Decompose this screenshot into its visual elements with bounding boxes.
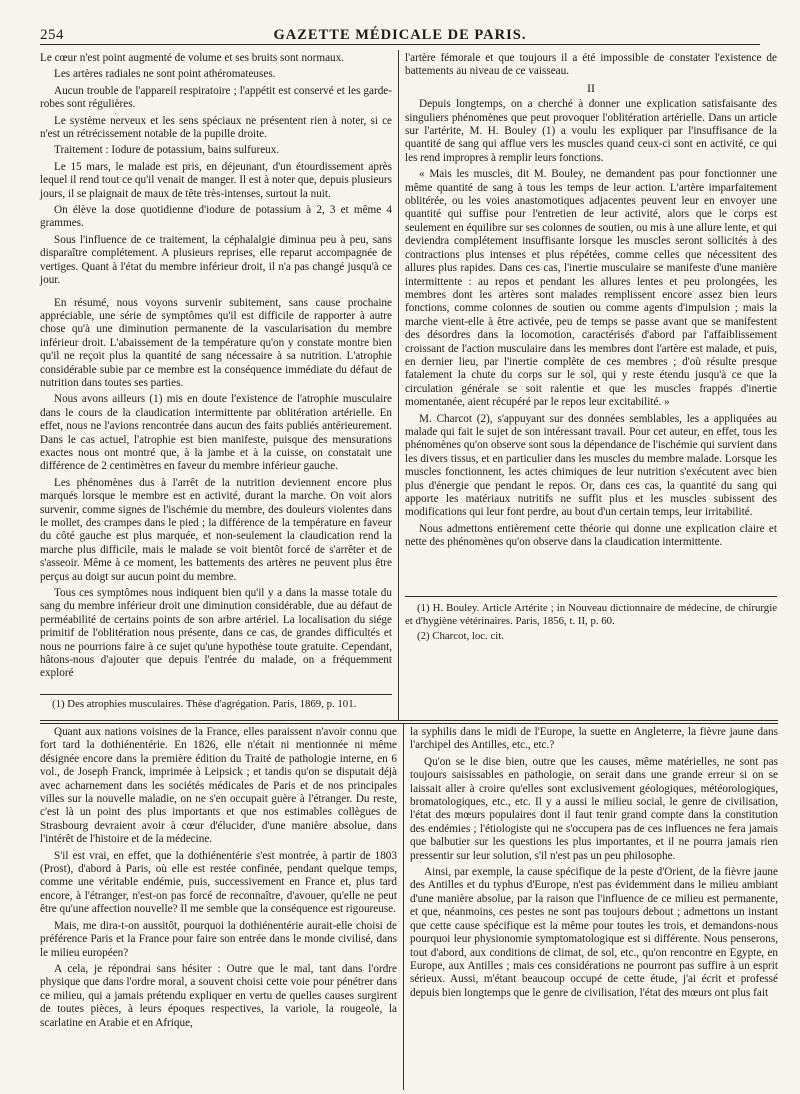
paragraph: Le système nerveux et les sens spéciaux ne présentent rien à noter, si ce n'est un rétrécissement notable de la pupille droite. [40,114,392,141]
article-column-right-bottom [410,726,778,1003]
paragraph: Quant aux nations voisines de la France, elles paraissent n'avoir connu que fort tard la dothiénentérie. En 1826, elle n'était ni mentionnée ni même désignée encore dans la première édition du Traité de pathologie interne, en 6 vol., de Joseph Franck, imprimée à Leipsick ; et tandis qu'on se disputait déjà avec acharnement dans les sociétés médicales de Paris et de nos principales villes sur la nouvelle maladie, on ne s'en occupait guère à l'étranger. Du reste, c'est là un point des plus importants et que nos estimables collègues de Strasbourg devraient avoir à cœur d'élucider, d'une manière absolue, dans l'intérêt de l'histoire et de la médecine. [40,726,397,846]
article-column-right-top [405,52,777,553]
article-column-left-top [40,52,392,684]
paragraph: S'il est vrai, en effet, que la dothiénentérie s'est montrée, à partir de 1803 (Prost), d'abord à Paris, où elle est restée confinée, pendant quelque temps, comme une véritable endémie, puis, successivement en France et, plus tard encore, à l'étranger, n'est-on pas forcé de reconnaître, d'avouer, qu'elle ne peut être qu'une affection nouvelle? Il me semble que la conséquence est rigoureuse. [40,849,397,916]
paragraph: Depuis longtemps, on a cherché à donner une explication satisfaisante des singuliers phénomènes que peut provoquer l'oblitération artérielle. Dans un article sur l'artérite, M. H. Bouley (1) a voulu les expliquer par l'insuffisance de la quantité de sang qui afflue vers les muscles quand ceux-ci sont en activité, ce qui les rend impropres à remplir leurs fonctions. [405,98,777,164]
paragraph: On élève la dose quotidienne d'iodure de potassium à 2, 3 et même 4 grammes. [40,204,392,230]
section-separator [40,720,778,724]
paragraph: Ainsi, par exemple, la cause spécifique de la peste d'Orient, de la fièvre jaune des Antilles et du typhus d'Europe, n'est pas évidemment dans le milieu ambiant d'une manière absolue, par la raison que l'influence de ce milieu est permanente, et que, néanmoins, ces pestes ne sont pas toujours debout ; admettons un instant que cette cause spécifique est la même pour toutes les trois, et demandons-nous pourquoi leur physionomie symptomatologique est si différente. Nous penserons, tout d'abord, aux conditions de climat, de sol, etc., qu'on rencontre en Egypte, en Europe, aux Antilles ; mais ces considérations ne pourront pas suffire à un esprit sérieux. Aussi, m'étant beaucoup occupé de cette étude, j'ai écrit et professé depuis bien longtemps que le genre de civilisation, l'état des mœurs ont plus fait [410,866,778,999]
section-number: II [587,80,595,95]
paragraph: Mais, me dira-t-on aussitôt, pourquoi la dothiénentérie aurait-elle choisi de préférence Paris et la France pour faire son entrée dans le monde civilisé, dans le milieu européen? [40,919,397,959]
page-header [40,22,760,45]
column-divider-top [398,50,399,720]
paragraph: Tous ces symptômes nous indiquent bien qu'il y a dans la masse totale du sang du membre inférieur droit une diminution considérable, due au défaut de perméabilité de certains points de son arbre artériel. La localisation du siége primitif de l'oblitération nous présente, dans ce cas, de grandes difficultés et nous ne pourrions faire à ce sujet qu'une hypothèse toute gratuite. Cependant, hâtons-nous d'ajouter que depuis l'entrée du malade, on a fréquemment exploré [40,587,392,680]
paragraph: Nous admettons entièrement cette théorie qui donne une explication claire et nette des phénomènes qu'on observe dans la claudication intermittente. [405,522,777,549]
footnote: (2) Charcot, loc. cit. [417,630,504,642]
paragraph: Les artères radiales ne sont point athéromateuses. [54,68,276,81]
paragraph: Sous l'influence de ce traitement, la céphalalgie diminua peu à peu, sans disparaître complétement. A plusieurs reprises, elle reparut accompagnée de vertiges. Quant à l'état du membre inférieur droit, il n'a pas changé jusqu'à ce jour. [40,233,392,287]
paragraph: En résumé, nous voyons survenir subitement, sans cause prochaine appréciable, une série de symptômes qu'il est difficile de rapporter à autre chose qu'à une diminution permanente de la vascularisation du membre inférieur droit. L'abaissement de la température qu'on y constate montre bien qu'il ne reçoit plus la quantité de sang nécessaire à sa nutrition. L'atrophie considérable subie par ce membre est la conséquence immédiate du défaut de nutrition dans toutes ses parties. [40,296,392,389]
footnotes-right [405,596,777,645]
paragraph: la syphilis dans le midi de l'Europe, la suette en Angleterre, la fièvre jaune dans l'archipel des Antilles, etc., etc.? [410,726,778,752]
paragraph: Les phénomènes dus à l'arrêt de la nutrition deviennent encore plus marqués lorsque le membre est en activité, durant la marche. On voit alors survenir, comme signes de l'ischémie du membre, des douleurs violentes dans le mollet, des crampes dans le pied ; la différence de la température en faveur du côté gauche est plus marquée, et non-seulement la claudication rend la marche plus difficile, mais le malade se voit bientôt forcé de s'arrêter et de s'asseoir. Même à ce moment, les battements des artères ne peuvent plus être perçus au doigt sur aucun point du membre. [40,476,392,583]
paragraph: A cela, je répondrai sans hésiter : Outre que le mal, tant dans l'ordre physique que dans l'ordre moral, a souvent choisi cette voie pour pénétrer dans ce milieu, qui a jamais prétendu expliquer en vertu de quelles causes surgirent de toutes pièces, à leurs époques respectives, la variole, la rougeole, la scarlatine en Arabie et en Afrique, [40,962,397,1029]
footnote: (1) Des atrophies musculaires. Thèse d'agrégation. Paris, 1869, p. 101. [52,698,357,710]
paragraph: Aucun trouble de l'appareil respiratoire ; l'appétit est conservé et les garde-robes sont régulières. [40,84,392,111]
paragraph: Le cœur n'est point augmenté de volume et ses bruits sont normaux. [40,52,345,64]
paragraph: l'artère fémorale et que toujours il a été impossible de constater l'existence de battements au niveau de ce vaisseau. [405,52,777,78]
paragraph: « Mais les muscles, dit M. Bouley, ne demandent pas pour fonctionner une même quantité de sang à tous les temps de leur action. L'artère imparfaitement oblitérée, ou les voies anastomotiques adjacentes peuvent leur en envoyer une quantité qui suffise pour l'entretien de leur activité, alors que le corps est seulement en équilibre sur ses colonnes de soutien, ou mis à une allure lente, et qui deviendra complétement insuffisante lorsque les muscles seront sollicités à des contractions plus intenses et plus répétées, comme celles que nécessitent des allures plus rapides. Dans ces cas, l'inertie musculaire se manifeste d'une manière intermittente : au repos et pendant les allures lentes et peu prolongées, les membres dont les artères sont malades remplissent encore assez bien leurs fonctions, comme colonnes de soutien ou comme agents d'impulsion ; mais la marche vient-elle à être activée, peu de temps se passe avant que se manifestent des désordres dans la locomotion, caractérisés d'abord par l'affaiblissement croissant de l'action musculaire dans les membres dont l'artère est malade, et puis, en dernier lieu, par l'inertie complète de ces membres ; d'où résulte presque fatalement la chute du corps sur le sol, qui y reste étendu jusqu'à ce que la circulation générale se soit ralentie et que les muscles frappés d'inertie momentanée, aient récupéré par le repos leur excitabilité. » [405,168,777,409]
paragraph: Qu'on se le dise bien, outre que les causes, même matérielles, ne sont pas toujours saisissables en pathologie, on serait dans une grande erreur si on se laissait aller à croire qu'elles sont exclusivement géologiques, météorologiques, bromatologiques, etc., etc. Il y a aussi le milieu social, le genre de civilisation, l'état des mœurs populaires dont il faut tenir grand compte dans la constitution des endémies ; l'étiologiste qui ne s'occupera pas de ces influences ne fera jamais que balbutier sur les questions les plus importantes, et il ne pourra jamais rien pressentir sur leur solution, s'il n'est pas un peu philosophe. [410,755,778,862]
article-column-left-bottom [40,726,397,1033]
column-divider-bottom [403,724,404,1090]
paragraph: Nous avons ailleurs (1) mis en doute l'existence de l'atrophie musculaire dans le cours de la claudication intermittente par oblitération artérielle. En effet, nous ne l'avions rencontrée dans aucun des faits publiés antérieurement. Dans le cas actuel, l'atrophie est bien manifeste, puisque des mensurations exactes nous ont montré que, à la jambe et à la cuisse, on constatait une différence de 2 centimètres en faveur du membre inférieur gauche. [40,393,392,473]
page-number: 254 [40,27,64,43]
paragraph: Le 15 mars, le malade est pris, en déjeunant, d'un étourdissement après lequel il rend tout ce qu'il venait de manger. Il est à noter que, depuis plusieurs jours, il se plaignait de maux de tête très-intenses, surtout la nuit. [40,160,392,200]
journal-title: GAZETTE MÉDICALE DE PARIS. [273,27,527,43]
paragraph: Traitement : Iodure de potassium, bains sulfureux. [54,144,280,157]
paragraph: M. Charcot (2), s'appuyant sur des données semblables, les a appliquées au malade qui fait le sujet de son intéressant travail. Pour cet auteur, en effet, tous les phénomènes qu'on observe sont sous la dépendance de l'ischémie qui survient dans les divers tissus, et en particulier dans les muscles du membre malade. Lorsque les muscles fonctionnent, les actes chimiques de leur nutrition s'exécutent avec bien plus d'énergie que pendant le repos. Or, dans ces cas, la quantité du sang qui apporte les matériaux nutritifs ne suffit plus et les muscles subissent des modifications qui leur font perdre, au bout d'un certain temps, leur irritabilité. [405,412,777,519]
footnote: (1) H. Bouley. Article Artérite ; in Nouveau dictionnaire de médecine, de chirurgie et d'hygiène vétérinaires. Paris, 1856, t. II, p. 60. [405,602,777,627]
footnote-left [40,694,392,713]
